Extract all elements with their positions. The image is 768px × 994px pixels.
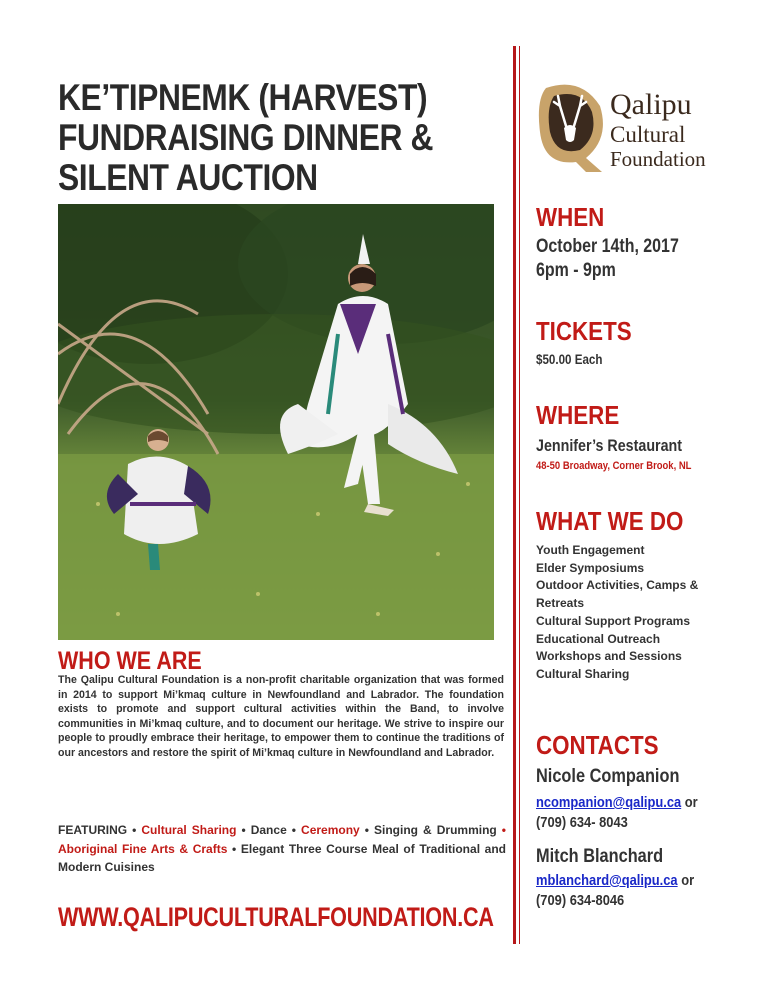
contact-or-2: or [681,872,695,889]
qalipu-logo [536,76,736,176]
list-item: Elder Symposiums [536,560,645,575]
contact-name-1: Nicole Companion [536,766,680,787]
featuring-item: Singing & Drumming [374,823,497,837]
what-we-do-list [536,542,698,684]
venue-name: Jennifer’s Restaurant [536,436,683,455]
featuring-item: Elegant Three Course Meal of Traditional and Modern Cuisines [58,841,506,874]
column-divider-thin [519,46,520,944]
featuring-item: • Aboriginal Fine Arts & Crafts [58,823,506,856]
featuring-item: Ceremony [301,823,360,837]
featuring-list: FEATURING • Cultural Sharing • Dance • Ceremony • Singing & Drumming • Aboriginal Fine Arts & Crafts • Elegant Three Course Meal of Traditional and Modern Cuisines [58,823,506,874]
contact-phone-2: (709) 634-8046 [536,892,625,909]
what-we-do-heading: WHAT WE DO [536,506,684,536]
dancers-photo-illustration [58,204,494,640]
qalipu-logo-mark [536,76,736,176]
list-item: Cultural Sharing [536,666,630,681]
venue-address: 48-50 Broadway, Corner Brook, NL [536,460,692,472]
contact-phone-1: (709) 634- 8043 [536,814,628,831]
list-item: Youth Engagement [536,543,645,557]
logo-name-line-3: Foundation [610,147,706,171]
event-title [58,78,436,198]
where-heading: WHERE [536,400,620,430]
featuring-item: Cultural Sharing [141,823,237,837]
contact-email-row-1 [536,794,698,811]
column-divider [513,46,516,944]
who-we-are-body: The Qalipu Cultural Foundation is a non-profit charitable organization that was formed in 2014 to support Mi’kmaq culture in Newfoundland and Labrador. The foundation exists to promote and support cultural activities within the Band, to involve communities in Mi’kmaq culture, and to document our heritage. We strive to inspire our people to proudly embrace their heritage, to empower them to continue the traditions of our ancestors and restore the spirit of Mi’kmaq culture in Newfoundland and Labrador. [58,674,504,759]
featuring-item: Dance [250,823,287,837]
event-time: 6pm - 9pm [536,260,616,281]
when-heading: WHEN [536,202,605,232]
title-line-2: FUNDRAISING DINNER & [58,117,434,158]
ticket-price: $50.00 Each [536,352,603,367]
list-item: Outdoor Activities, Camps & [536,578,699,593]
featuring-label: FEATURING [58,823,128,837]
contact-email-1[interactable]: ncompanion@qalipu.ca [536,794,682,811]
contact-or-1: or [684,794,698,811]
list-item: Cultural Support Programs [536,613,691,628]
website-link[interactable]: WWW.QALIPUCULTURALFOUNDATION.CA [58,902,494,932]
event-date: October 14th, 2017 [536,236,679,257]
contact-email-2[interactable]: mblanchard@qalipu.ca [536,872,678,889]
title-line-1: KE’TIPNEMK (HARVEST) [58,77,428,118]
list-item: Workshops and Sessions [536,649,682,664]
tickets-heading: TICKETS [536,316,632,346]
featuring-item-text: Aboriginal Fine Arts & Crafts [58,841,228,856]
logo-name-line-2: Cultural [610,122,686,147]
who-we-are-heading: WHO WE ARE [58,647,202,675]
contact-email-row-2 [536,872,694,889]
list-item: Retreats [536,596,585,611]
dancers-photo [58,204,494,640]
title-line-3: SILENT AUCTION [58,157,318,198]
list-item: Educational Outreach [536,631,661,646]
contact-name-2: Mitch Blanchard [536,846,664,867]
logo-name-line-1: Qalipu [610,88,692,121]
contacts-heading: CONTACTS [536,730,659,760]
